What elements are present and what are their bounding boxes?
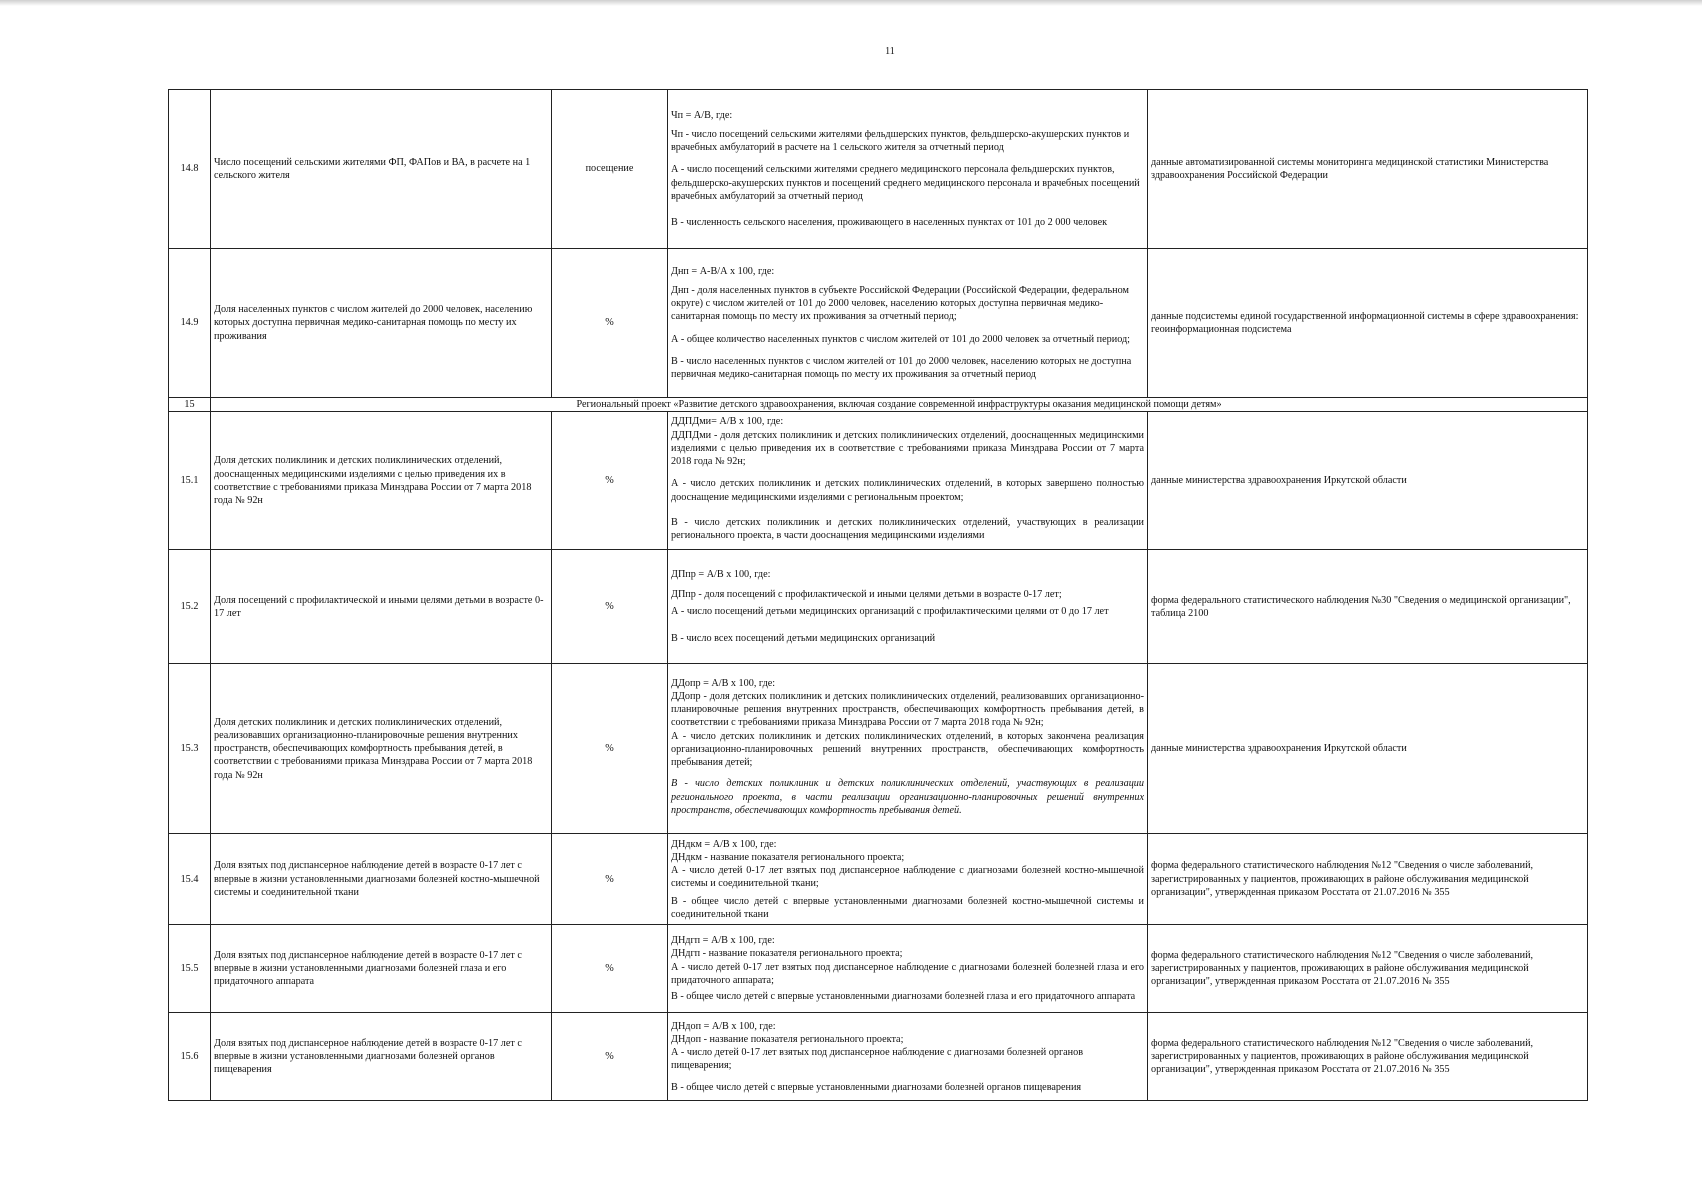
- section-row: [169, 398, 1588, 412]
- formula-cell: [668, 1013, 1148, 1101]
- formula-line: ДДПДми= А/В х 100, где:: [671, 416, 784, 428]
- formula-line: В - число детских поликлиник и детских поликлинических отделений, участвующих в реализации регионального проекта, в части реализации организационно-планировочных решений внутренних пространств, обеспечивающих комфортность пребывания детей.: [671, 778, 1144, 816]
- indicator-name: Доля взятых под диспансерное наблюдение детей в возрасте 0-17 лет с впервые в жизни установленными диагнозами болезней глаза и его придаточного аппарата: [211, 925, 552, 1013]
- unit-cell: %: [552, 550, 668, 664]
- indicator-name: Доля взятых под диспансерное наблюдение детей в возрасте 0-17 лет с впервые в жизни установленными диагнозами болезней органов пищеварения: [211, 1013, 552, 1101]
- formula-line: А - число детских поликлиник и детских поликлинических отделений, в которых завершено полностью дооснащение медицинскими изделиями с региональным проектом;: [671, 478, 1144, 503]
- table-row: [169, 550, 1588, 664]
- source-cell: форма федерального статистического наблюдения №12 "Сведения о числе заболеваний, зарегистрированных у пациентов, проживающих в районе обслуживания медицинской организации", утвержденная приказом Росстата от 21.07.2016 № 355: [1148, 834, 1588, 925]
- row-number: 14.8: [169, 90, 211, 249]
- table-row: [169, 90, 1588, 249]
- formula-line: А - число детей 0-17 лет взятых под диспансерное наблюдение с диагнозами болезней болезней глаза и его придаточного аппарата;: [671, 961, 1144, 986]
- row-number: 15.6: [169, 1013, 211, 1101]
- table-row: [169, 249, 1588, 398]
- formula-line: ДНдоп = А/В х 100, где:: [671, 1020, 776, 1032]
- formula-line: А - число детских поликлиник и детских поликлинических отделений, в которых закончена реализация организационно-планировочных решений внутренних пространств, обеспечивающих комфортность пребывания детей;: [671, 730, 1144, 768]
- formula-line: ДНдгп - название показателя регионального проекта;: [671, 948, 903, 960]
- indicator-name: Число посещений сельскими жителями ФП, ФАПов и ВА, в расчете на 1 сельского жителя: [211, 90, 552, 249]
- unit-cell: %: [552, 925, 668, 1013]
- formula-line: ДНдкм = А/В х 100, где:: [671, 838, 777, 850]
- formula-line: В - численность сельского населения, проживающего в населенных пунктах от 101 до 2 000 человек: [671, 217, 1108, 229]
- indicators-table: [168, 89, 1588, 1101]
- formula-line: Днп - доля населенных пунктов в субъекте Российской Федерации (Российской Федерации, федеральном округе) с числом жителей от 101 до 2000 человек, населению которых доступна первичная медико-санитарная помощь по месту их проживания за отчетный период;: [671, 284, 1129, 323]
- formula-line: ДНдоп - название показателя регионального проекта;: [671, 1033, 904, 1045]
- source-cell: форма федерального статистического наблюдения №12 "Сведения о числе заболеваний, зарегистрированных у пациентов, проживающих в районе обслуживания медицинской организации", утвержденная приказом Росстата от 21.07.2016 № 355: [1148, 925, 1588, 1013]
- formula-line: Днп = А-В/А х 100, где:: [671, 265, 775, 277]
- source-cell: форма федерального статистического наблюдения №30 "Сведения о медицинской организации", таблица 2100: [1148, 550, 1588, 664]
- table-row: [169, 412, 1588, 550]
- formula-cell: [668, 550, 1148, 664]
- indicator-name: Доля детских поликлиник и детских поликлинических отделений, реализовавших организационно-планировочные решения внутренних пространств, обеспечивающих комфортность пребывания детей, в соответствии с требованиями приказа Минздрава России от 7 марта 2018 года № 92н: [211, 664, 552, 834]
- formula-cell: [668, 249, 1148, 398]
- page-number: 11: [885, 46, 895, 57]
- unit-cell: %: [552, 249, 668, 398]
- row-number: 15.1: [169, 412, 211, 550]
- formula-line: ДПпр = А/В х 100, где:: [671, 569, 771, 581]
- table-row: [169, 1013, 1588, 1101]
- row-number: 14.9: [169, 249, 211, 398]
- table-row: [169, 925, 1588, 1013]
- source-cell: данные подсистемы единой государственной информационной системы в сфере здравоохранения: геоинформационная подсистема: [1148, 249, 1588, 398]
- unit-cell: %: [552, 834, 668, 925]
- row-number: 15.5: [169, 925, 211, 1013]
- formula-line: ДДопр = А/В х 100, где:: [671, 677, 776, 689]
- row-number: 15.2: [169, 550, 211, 664]
- formula-line: ДПпр - доля посещений с профилактической и иными целями детьми в возрасте 0-17 лет;: [671, 588, 1062, 600]
- row-number: 15.4: [169, 834, 211, 925]
- indicator-name: Доля населенных пунктов с числом жителей до 2000 человек, населению которых доступна первичная медико-санитарная помощь по месту их проживания: [211, 249, 552, 398]
- unit-cell: %: [552, 1013, 668, 1101]
- formula-line: Чп = А/В, где:: [671, 109, 733, 121]
- formula-line: А - число детей 0-17 лет взятых под диспансерное наблюдение с диагнозами болезней органов пищеварения;: [671, 1047, 1084, 1072]
- formula-line: ДДопр - доля детских поликлиник и детских поликлинических отделений, реализовавших организационно-планировочные решения внутренних пространств, обеспечивающих комфортность пребывания детей, в соответствии с требованиями приказа Минздрава России от 7 марта 2018 года № 92н;: [671, 690, 1144, 729]
- unit-cell: посещение: [552, 90, 668, 249]
- formula-line: В - число детских поликлиник и детских поликлинических отделений, участвующих в реализации регионального проекта, в части дооснащения медицинскими изделиями: [671, 516, 1144, 541]
- indicator-name: Доля посещений с профилактической и иными целями детьми в возрасте 0-17 лет: [211, 550, 552, 664]
- formula-line: В - общее число детей с впервые установленными диагнозами болезней органов пищеварения: [671, 1081, 1082, 1093]
- formula-cell: [668, 925, 1148, 1013]
- indicator-name: Доля взятых под диспансерное наблюдение детей в возрасте 0-17 лет с впервые в жизни установленными диагнозами болезней костно-мышечной системы и соединительной ткани: [211, 834, 552, 925]
- source-cell: форма федерального статистического наблюдения №12 "Сведения о числе заболеваний, зарегистрированных у пациентов, проживающих в районе обслуживания медицинской организации", утвержденная приказом Росстата от 21.07.2016 № 355: [1148, 1013, 1588, 1101]
- formula-line: В - общее число детей с впервые установленными диагнозами болезней глаза и его придаточного аппарата: [671, 991, 1136, 1003]
- formula-line: В - общее число детей с впервые установленными диагнозами болезней костно-мышечной системы и соединительной ткани: [671, 895, 1144, 920]
- unit-cell: %: [552, 412, 668, 550]
- source-cell: данные министерства здравоохранения Иркутской области: [1148, 664, 1588, 834]
- formula-line: ДДПДми - доля детских поликлиник и детских поликлинических отделений, дооснащенных медицинскими изделиями с целью приведения их в соответствие с требованиями приказа Минздрава России от 7 марта 2018 года № 92н;: [671, 429, 1144, 467]
- formula-line: В - число всех посещений детьми медицинских организаций: [671, 633, 936, 644]
- table-row: [169, 834, 1588, 925]
- formula-cell: [668, 412, 1148, 550]
- formula-cell: [668, 90, 1148, 249]
- formula-line: А - число детей 0-17 лет взятых под диспансерное наблюдение с диагнозами болезней костно-мышечной системы и соединительной ткани;: [671, 865, 1144, 890]
- section-title: Региональный проект «Развитие детского здравоохранения, включая создание современной инфраструктуры оказания медицинской помощи детям»: [211, 398, 1588, 412]
- row-number: 15.3: [169, 664, 211, 834]
- formula-line: ДНдгп = А/В х 100, где:: [671, 935, 775, 947]
- formula-line: А - число посещений детьми медицинских организаций с профилактическими целями от 0 до 17 лет: [671, 605, 1109, 617]
- formula-line: А - число посещений сельскими жителями среднего медицинского персонала фельдшерских пунктов, фельдшерско-акушерских пунктов и посещений среднего медицинского персонала и врачебных посещений врачебных амбулаторий за отчетный период: [671, 164, 1140, 202]
- formula-line: Чп - число посещений сельскими жителями фельдшерских пунктов, фельдшерско-акушерских пунктов и врачебных амбулаторий в расчете на 1 сельского жителя за отчетный период: [671, 128, 1130, 154]
- formula-line: В - число населенных пунктов с числом жителей от 101 до 2000 человек, населению которых не доступна первичная медико-санитарная помощь по месту их проживания за отчетный период: [671, 355, 1132, 381]
- formula-line: А - общее количество населенных пунктов с числом жителей от 101 до 2000 человек за отчетный период;: [671, 333, 1131, 345]
- formula-cell: [668, 664, 1148, 834]
- section-number: 15: [169, 398, 211, 412]
- source-cell: данные автоматизированной системы мониторинга медицинской статистики Министерства здравоохранения Российской Федерации: [1148, 90, 1588, 249]
- formula-cell: [668, 834, 1148, 925]
- table-row: [169, 664, 1588, 834]
- formula-line: ДНдкм - название показателя регионального проекта;: [671, 851, 905, 863]
- indicator-name: Доля детских поликлиник и детских поликлинических отделений, дооснащенных медицинскими изделиями с целью приведения их в соответствие с требованиями приказа Минздрава России от 7 марта 2018 года № 92н: [211, 412, 552, 550]
- unit-cell: %: [552, 664, 668, 834]
- source-cell: данные министерства здравоохранения Иркутской области: [1148, 412, 1588, 550]
- scan-edge: [0, 0, 1702, 6]
